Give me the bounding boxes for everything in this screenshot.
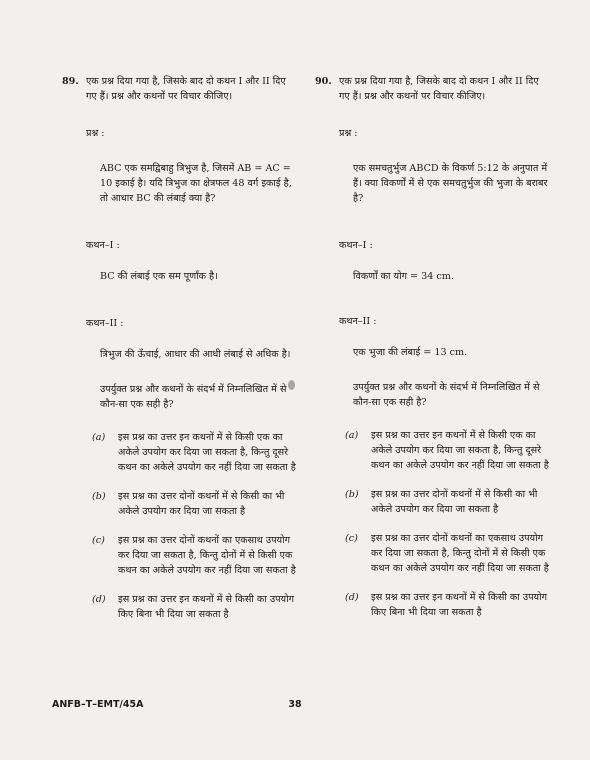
- option-letter: (d): [92, 594, 106, 605]
- statement-1-label: कथन–I :: [86, 240, 120, 251]
- option-text: इस प्रश्न का उत्तर दोनों कथनों का एकसाथ उपयोग कर दिया जा सकता है, किन्तु दोनों में से किसी एक कथन का अकेले उपयोग कर नहीं दिया जा सकता है: [118, 535, 296, 576]
- option-d: [92, 592, 297, 622]
- option-letter: (a): [92, 432, 106, 443]
- question-text: एक समचतुर्भुज ABCD के विकर्ण 5:12 के अनुपात में हैं। क्या विकर्णों में से एक समचतुर्भुज की भुजा के बराबर है?: [353, 163, 548, 204]
- option-c: [92, 533, 297, 578]
- question-intro: एक प्रश्न दिया गया है, जिसके बाद दो कथन I और II दिए गए हैं। प्रश्न और कथनों पर विचार कीजिए।: [86, 76, 286, 102]
- answer-prompt: उपर्युक्त प्रश्न और कथनों के संदर्भ में निम्नलिखित में से कौन-सा एक सही है?: [353, 382, 540, 408]
- option-text: इस प्रश्न का उत्तर दोनों कथनों में से किसी का भी अकेले उपयोग कर दिया जा सकता है: [371, 489, 538, 515]
- paper-code: ANFB–T–EMT/45A: [52, 699, 144, 710]
- question-90: [315, 74, 550, 620]
- option-d: [345, 590, 550, 620]
- option-text: इस प्रश्न का उत्तर इन कथनों में से किसी एक का अकेले उपयोग कर दिया जा सकता है, किन्तु दूसरे कथन का अकेले उपयोग कर नहीं दिया जा सकता है: [371, 430, 549, 471]
- answer-prompt: उपर्युक्त प्रश्न और कथनों के संदर्भ में निम्नलिखित में से कौन-सा एक सही है?: [100, 384, 287, 410]
- question-text: ABC एक समद्विबाहु त्रिभुज है, जिसमें AB = AC = 10 इकाई है। यदि त्रिभुज का क्षेत्रफल 48 वर्ग इकाई है, तो आधार BC की लंबाई क्या है?: [100, 163, 292, 204]
- question-90-header: [315, 74, 550, 104]
- statement-1-text: विकर्णों का योग = 34 cm.: [353, 271, 454, 282]
- option-a: [345, 428, 550, 473]
- question-label: प्रश्न :: [339, 128, 358, 139]
- option-b: [345, 487, 550, 517]
- question-89-header: [62, 74, 297, 104]
- ink-smudge: [288, 380, 295, 390]
- page-number: 38: [288, 699, 302, 710]
- statement-2-label: कथन–II :: [339, 316, 377, 327]
- option-b: [92, 489, 297, 519]
- option-text: इस प्रश्न का उत्तर इन कथनों में से किसी एक का अकेले उपयोग कर दिया जा सकता है, किन्तु दूसरे कथन का अकेले उपयोग कर नहीं दिया जा सकता है: [118, 432, 296, 473]
- option-letter: (c): [92, 535, 105, 546]
- option-c: [345, 531, 550, 576]
- option-a: [92, 430, 297, 475]
- question-number: 90.: [315, 76, 332, 87]
- statement-2-text: एक भुजा की लंबाई = 13 cm.: [353, 347, 468, 358]
- option-letter: (b): [92, 491, 106, 502]
- statement-2-label: कथन–II :: [86, 318, 124, 329]
- statement-1-text: BC की लंबाई एक सम पूर्णांक है।: [100, 271, 218, 282]
- option-text: इस प्रश्न का उत्तर दोनों कथनों में से किसी का भी अकेले उपयोग कर दिया जा सकता है: [118, 491, 285, 517]
- question-89: [62, 74, 297, 622]
- option-text: इस प्रश्न का उत्तर इन कथनों में से किसी का उपयोग किए बिना भी दिया जा सकता है: [371, 592, 547, 618]
- statement-2-text: त्रिभुज की ऊँचाई, आधार की आधी लंबाई से अधिक है।: [100, 349, 291, 360]
- option-letter: (d): [345, 592, 359, 603]
- option-letter: (b): [345, 489, 359, 500]
- option-text: इस प्रश्न का उत्तर दोनों कथनों का एकसाथ उपयोग कर दिया जा सकता है, किन्तु दोनों में से किसी एक कथन का अकेले उपयोग कर नहीं दिया जा सकता है: [371, 533, 549, 574]
- question-label: प्रश्न :: [86, 128, 105, 139]
- option-letter: (c): [345, 533, 358, 544]
- question-number: 89.: [62, 76, 79, 87]
- option-letter: (a): [345, 430, 359, 441]
- question-intro: एक प्रश्न दिया गया है, जिसके बाद दो कथन I और II दिए गए हैं। प्रश्न और कथनों पर विचार कीजिए।: [339, 76, 539, 102]
- statement-1-label: कथन–I :: [339, 240, 373, 251]
- option-text: इस प्रश्न का उत्तर इन कथनों में से किसी का उपयोग किए बिना भी दिया जा सकता है: [118, 594, 294, 620]
